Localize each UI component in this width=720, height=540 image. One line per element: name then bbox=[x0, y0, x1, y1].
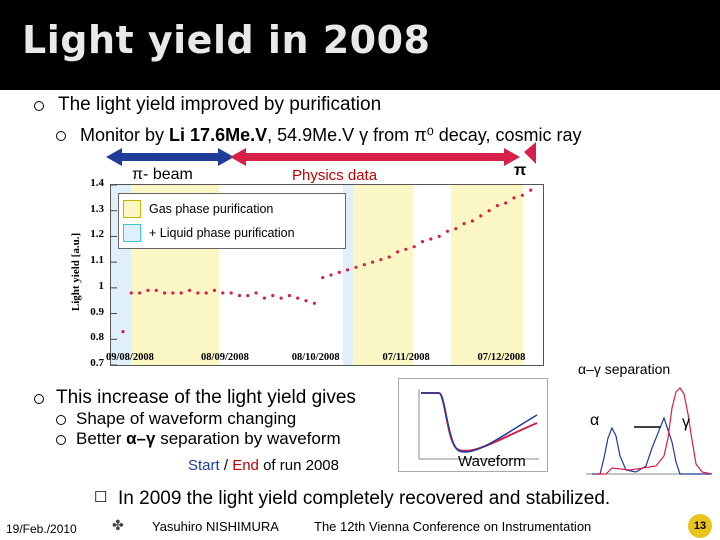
data-point bbox=[446, 230, 449, 233]
data-point bbox=[363, 263, 366, 266]
data-point bbox=[471, 219, 474, 222]
data-point bbox=[280, 297, 283, 300]
start-label: Start bbox=[188, 457, 220, 474]
data-point bbox=[188, 289, 191, 292]
y-axis-label: Light yield [a.u.] bbox=[70, 232, 82, 312]
data-point bbox=[479, 214, 482, 217]
data-point bbox=[255, 291, 258, 294]
data-point bbox=[421, 240, 424, 243]
pi-right-label: π bbox=[514, 162, 527, 179]
data-point bbox=[313, 302, 316, 305]
data-point bbox=[488, 209, 491, 212]
physics-data-label: Physics data bbox=[292, 167, 378, 184]
waveform-label: Waveform bbox=[458, 453, 526, 470]
footer-date: 19/Feb./2010 bbox=[6, 522, 77, 536]
data-point bbox=[438, 235, 441, 238]
data-point bbox=[512, 196, 515, 199]
x-tick-label: 07/12/2008 bbox=[477, 352, 526, 363]
data-point bbox=[205, 291, 208, 294]
data-point bbox=[496, 204, 499, 207]
x-tick-label: 09/08/2008 bbox=[106, 352, 154, 363]
sub-bullet-1-bold: Li 17.6Me.V bbox=[169, 125, 268, 145]
bullet-marker bbox=[56, 435, 66, 445]
data-point bbox=[146, 289, 149, 292]
data-point bbox=[246, 294, 249, 297]
sub-bullet-1-prefix: Monitor by bbox=[80, 125, 170, 145]
legend-swatch-gas bbox=[123, 200, 141, 218]
data-point bbox=[171, 291, 174, 294]
data-point bbox=[463, 222, 466, 225]
data-point bbox=[296, 297, 299, 300]
data-point bbox=[121, 330, 124, 333]
data-point bbox=[371, 261, 374, 264]
y-tick-label: 1.1 bbox=[90, 254, 104, 267]
data-point bbox=[396, 250, 399, 253]
data-point bbox=[230, 291, 233, 294]
y-tick-label: 1.4 bbox=[90, 177, 104, 189]
sub-bullet-2b-suffix: separation by waveform bbox=[155, 429, 341, 448]
y-tick-label: 0.7 bbox=[90, 357, 104, 369]
data-point bbox=[454, 227, 457, 230]
footer-logo-icon: ✤ bbox=[112, 517, 124, 533]
gamma-label: γ bbox=[682, 414, 690, 431]
data-point bbox=[529, 189, 532, 192]
data-point bbox=[163, 291, 166, 294]
data-point bbox=[379, 258, 382, 261]
sub-bullet-2b-bold: α–γ bbox=[126, 429, 156, 448]
data-point bbox=[155, 289, 158, 292]
data-point bbox=[304, 299, 307, 302]
bullet-2-text: This increase of the light yield gives bbox=[56, 387, 356, 408]
bullet-marker bbox=[56, 415, 66, 425]
x-tick-label: 08/10/2008 bbox=[291, 352, 340, 363]
data-point bbox=[213, 289, 216, 292]
y-tick-label: 0.9 bbox=[90, 305, 104, 318]
data-point bbox=[263, 297, 266, 300]
data-point bbox=[288, 294, 291, 297]
data-point bbox=[404, 248, 407, 251]
bullet-1-text: The light yield improved by purification bbox=[58, 94, 382, 115]
y-tick-label: 1 bbox=[98, 279, 104, 292]
data-point bbox=[180, 291, 183, 294]
data-point bbox=[338, 271, 341, 274]
footer-author: Yasuhiro NISHIMURA bbox=[152, 519, 279, 534]
data-point bbox=[346, 268, 349, 271]
sub-bullet-1-suffix: , 54.9Me.V γ from π⁰ decay, cosmic ray bbox=[267, 125, 582, 145]
x-tick-label: 07/11/2008 bbox=[382, 352, 430, 363]
data-point bbox=[429, 237, 432, 240]
physics-data-arrow bbox=[230, 148, 520, 166]
data-point bbox=[521, 194, 524, 197]
checkbox-bullet-icon: ☐ bbox=[94, 489, 108, 506]
bullet-marker bbox=[34, 394, 44, 404]
legend-gas-label: Gas phase purification bbox=[149, 202, 274, 216]
data-point bbox=[321, 276, 324, 279]
sub-bullet-2b-prefix: Better bbox=[76, 429, 127, 448]
charge-histogram bbox=[556, 378, 716, 478]
page-number-badge: 13 bbox=[688, 514, 712, 538]
chart-legend bbox=[118, 193, 346, 249]
legend-liquid-label: + Liquid phase purification bbox=[149, 226, 295, 240]
histogram-curves bbox=[556, 378, 716, 478]
sub-bullet-2a: Shape of waveform changing bbox=[76, 409, 297, 428]
data-point bbox=[354, 266, 357, 269]
data-point bbox=[138, 291, 141, 294]
data-point bbox=[130, 291, 133, 294]
y-tick-label: 1.2 bbox=[90, 228, 104, 241]
sub-bullet-2b bbox=[76, 429, 341, 449]
start-end-caption bbox=[188, 457, 339, 474]
pi-arrow-right bbox=[524, 142, 536, 164]
slash-label: / bbox=[219, 457, 233, 474]
y-tick-label: 0.8 bbox=[90, 331, 104, 344]
data-point bbox=[504, 201, 507, 204]
run-label: of run 2008 bbox=[258, 457, 339, 474]
data-point bbox=[196, 291, 199, 294]
data-point bbox=[238, 294, 241, 297]
pi-beam-arrow bbox=[106, 148, 234, 166]
slide-title: Light yield in 2008 bbox=[22, 18, 431, 62]
bullet-3-text: In 2009 the light yield completely recovered and stabilized. bbox=[118, 488, 611, 509]
data-point bbox=[271, 294, 274, 297]
pi-beam-label: π- beam bbox=[132, 166, 193, 183]
footer-conference: The 12th Vienna Conference on Instrumentation bbox=[314, 519, 592, 534]
x-tick-label: 08/09/2008 bbox=[201, 352, 249, 363]
data-point bbox=[413, 245, 416, 248]
data-point bbox=[221, 291, 224, 294]
data-point bbox=[329, 273, 332, 276]
y-tick-label: 1.3 bbox=[90, 202, 104, 215]
end-label: End bbox=[232, 457, 259, 474]
legend-swatch-liquid bbox=[123, 224, 141, 242]
data-point bbox=[388, 255, 391, 258]
alpha-gamma-separation-label: α–γ separation bbox=[578, 361, 671, 377]
alpha-label: α bbox=[590, 412, 600, 429]
